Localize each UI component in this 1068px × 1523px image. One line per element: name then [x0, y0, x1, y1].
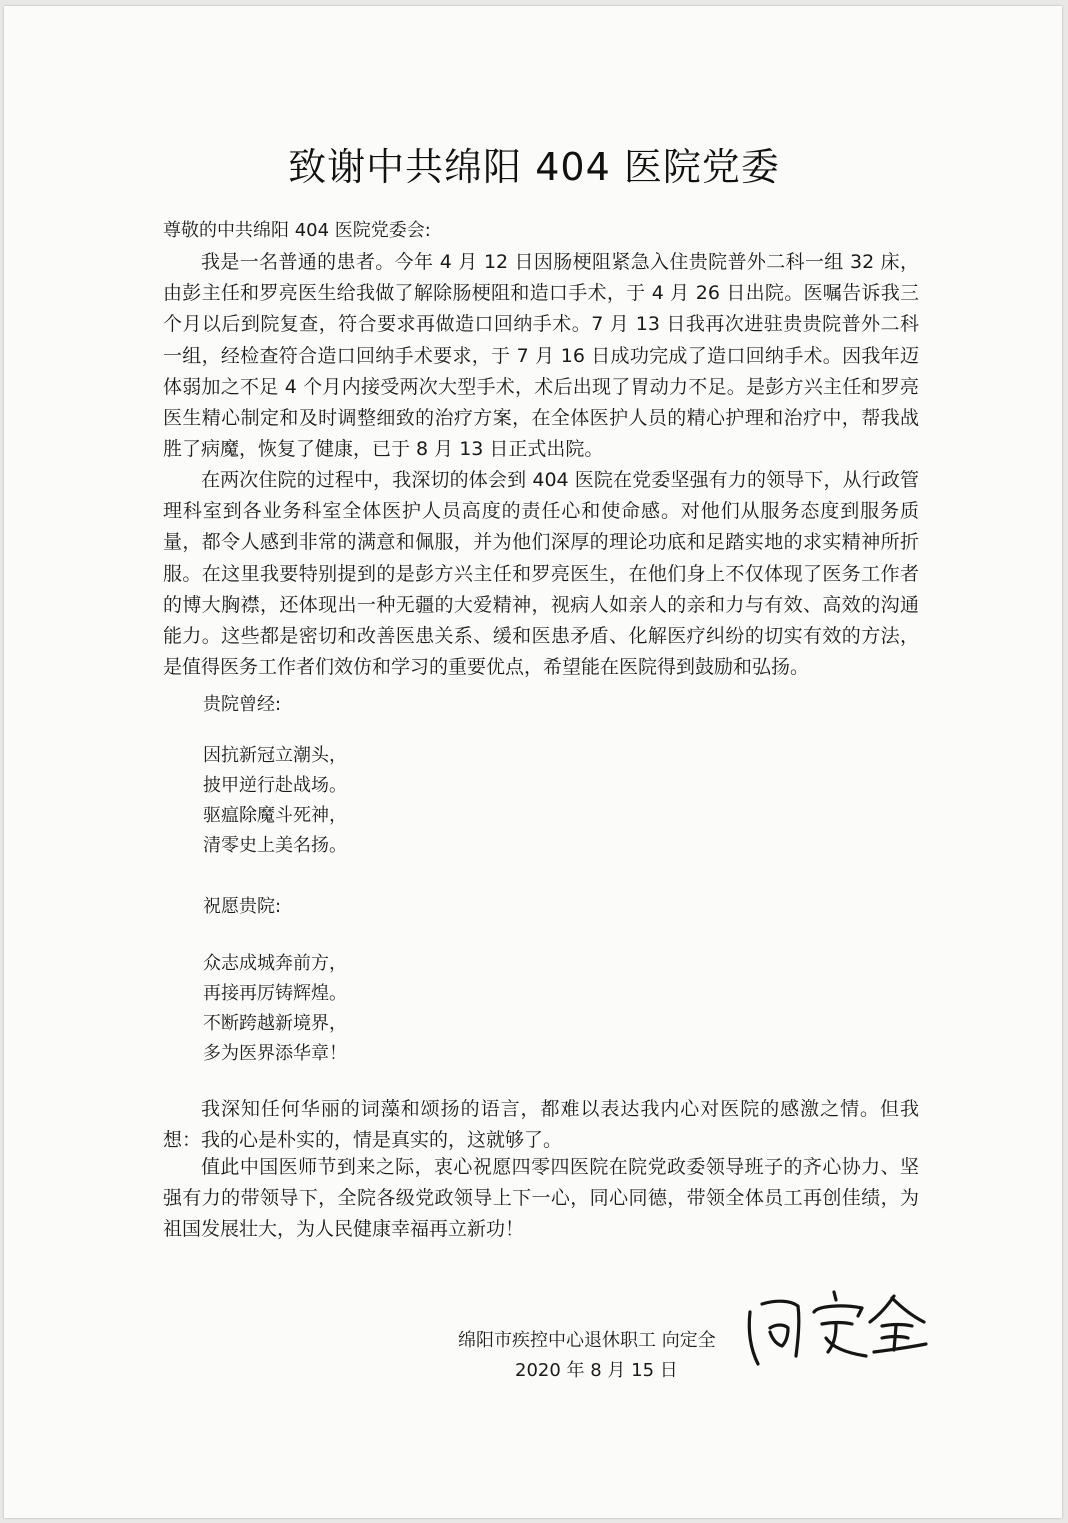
poem-intro-2: 祝愿贵院:: [203, 896, 282, 917]
poem-1: [203, 741, 347, 861]
paragraph-1: 我是一名普通的患者。今年 4 月 12 日因肠梗阻紧急入住贵院普外二科一组 32 床，由彭主任和罗亮医生给我做了解除肠梗阻和造口手术，于 4 月 26 日出院。医嘱告诉我三个月以后到院复查，符合要求再做造口回纳手术。7 月 13 日我再次进驻贵贵院普外二科一组，经检查符合造口回纳手术要求，于 7 月 16 日成功完成了造口回纳手术。因我年迈体弱加之不足 4 个月内接受两次大型手术，术后出现了胃动力不足。是彭方兴主任和罗亮医生精心制定和及时调整细致的治疗方案，在全体医护人员的精心护理和治疗中，帮我战胜了病魔，恢复了健康，已于 8 月 13 日正式出院。: [163, 251, 919, 461]
poem-1-line-4: 清零史上美名扬。: [203, 835, 347, 856]
poem-2-line-4: 多为医界添华章！: [203, 1043, 347, 1064]
poem-2-line-1: 众志成城奔前方，: [203, 953, 347, 974]
letter-date: 2020 年 8 月 15 日: [515, 1360, 678, 1381]
paragraph-3: 我深知任何华丽的词藻和颂扬的语言，都难以表达我内心对医院的感激之情。但我想：我的心是朴实的，情是真实的，这就够了。: [163, 1098, 919, 1152]
poem-2-line-3: 不断跨越新境界，: [203, 1013, 347, 1034]
letter-title: 致谢中共绵阳 404 医院党委: [288, 145, 780, 189]
paragraph-4: 值此中国医师节到来之际，衷心祝愿四零四医院在院党政委领导班子的齐心协力、坚强有力的带领导下，全院各级党政领导上下一心，同心同德，带领全体员工再创佳绩，为祖国发展壮大，为人民健康幸福再立新功！: [163, 1156, 919, 1241]
poem-2-line-2: 再接再厉铸辉煌。: [203, 983, 347, 1004]
poem-intro-1: 贵院曾经:: [203, 694, 282, 715]
signer-line: 绵阳市疾控中心退休职工 向定全: [458, 1330, 716, 1351]
poem-1-line-3: 驱瘟除魔斗死神，: [203, 805, 347, 826]
poem-2: [203, 949, 347, 1069]
paragraph-2: 在两次住院的过程中，我深切的体会到 404 医院在党委坚强有力的领导下，从行政管理科室到各业务科室全体医护人员高度的责任心和使命感。对他们从服务态度到服务质量，都令人感到非常的满意和佩服，并为他们深厚的理论功底和足踏实地的求实精神所折服。在这里我要特别提到的是彭方兴主任和罗亮医生，在他们身上不仅体现了医务工作者的博大胸襟，还体现出一种无疆的大爱精神，视病人如亲人的亲和力与有效、高效的沟通能力。这些都是密切和改善医患关系、缓和医患矛盾、化解医疗纠纷的切实有效的方法，是值得医务工作者们效仿和学习的重要优点，希望能在医院得到鼓励和弘扬。: [163, 469, 919, 679]
handwritten-signature: [736, 1282, 936, 1372]
poem-1-line-2: 披甲逆行赴战场。: [203, 775, 347, 796]
poem-1-line-1: 因抗新冠立潮头，: [203, 745, 347, 766]
salutation: 尊敬的中共绵阳 404 医院党委会:: [163, 220, 431, 241]
